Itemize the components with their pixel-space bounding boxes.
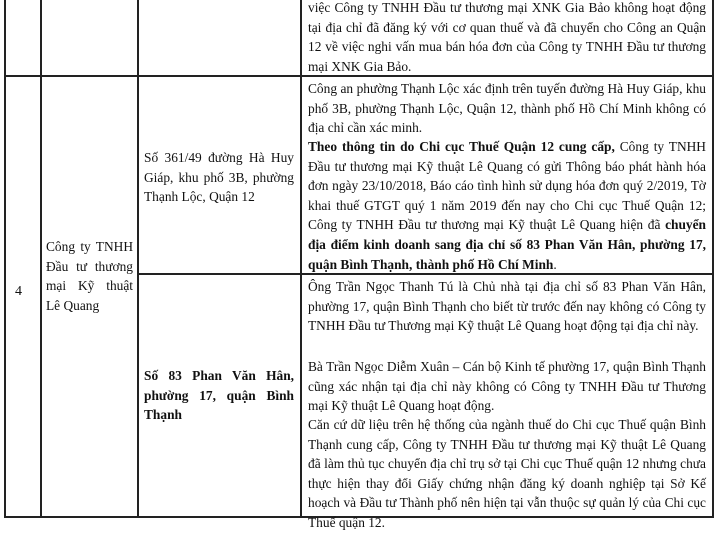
address-2: Số 83 Phan Văn Hân, phường 17, quận Bình Thạnh <box>144 368 294 423</box>
company-name: Công ty TNHH Đầu tư thương mại Kỹ thuật Lê Quang <box>46 239 133 313</box>
result-1-bold-lead: Theo thông tin do Chi cục Thuế Quận 12 cung cấp, <box>308 139 615 154</box>
result-1-paragraph-1: Công an phường Thạnh Lộc xác định trên tuyến đường Hà Huy Giáp, khu phố 3B, phường Thạnh Lộc, Quận 12, thành phố Hồ Chí Minh không có địa chỉ cần xác minh. <box>308 81 706 136</box>
table-border-right <box>712 0 714 518</box>
table-border-col2 <box>137 0 139 518</box>
result-2-paragraph-2: Bà Trần Ngọc Diễm Xuân – Cán bộ Kinh tế phường 17, quận Bình Thạnh cũng xác nhận tại địa chỉ này không có Công ty TNHH Đầu tư Thương mại Kỹ thuật Lê Quang hoạt động. <box>308 359 706 414</box>
address-1: Số 361/49 đường Hà Huy Giáp, khu phố 3B, phường Thạnh Lộc, Quận 12 <box>144 150 294 205</box>
result-1-paragraph-2 <box>308 137 706 274</box>
result-1-body: Công ty TNHH Đầu tư thương mại Kỹ thuật Lê Quang có gửi Thông báo phát hành hóa đơn ngày 23/10/2018, Báo cáo tình hình sử dụng hóa đơn quý 2/2019, Tờ khai thuế GTGT quý 1 năm 2019 đến nay cho Chi cục Thuế Quận 12; Công ty TNHH Đầu tư thương mại Kỹ thuật Lê Quang hiện đã <box>308 139 706 233</box>
table-border-col3 <box>300 0 302 518</box>
result-1-end: . <box>553 256 557 272</box>
table-border-col1 <box>40 0 42 518</box>
table-border-left <box>4 0 6 518</box>
result-2-paragraph-1: Ông Trần Ngọc Thanh Tú là Chủ nhà tại địa chỉ số 83 Phan Văn Hân, phường 17, quận Bình Thạnh cho biết từ trước đến nay không có Công ty TNHH Đầu tư Thương mại Kỹ thuật Lê Quang hoạt động tại địa chỉ này. <box>308 279 706 334</box>
row-number: 4 <box>15 284 22 299</box>
result-2-paragraph-3: Căn cứ dữ liệu trên hệ thống của ngành thuế do Chi cục Thuế quận Bình Thạnh cung cấp, Công ty TNHH Đầu tư thương mại Kỹ thuật Lê Quang đã làm thủ tục chuyển địa chỉ trụ sở tại Chi cục Thuế quận 12 nhưng chưa thực hiện thay đổi Giấy chứng nhận đăng ký doanh nghiệp tại Sở Kế hoạch và Đầu tư Thành phố nên hiện tại vẫn thuộc sự quản lý của Chi cục Thuế quận 12. <box>308 417 706 530</box>
top-continuation-text: việc Công ty TNHH Đầu tư thương mại XNK Gia Bảo không hoạt động tại địa chỉ đã đăng ký với cơ quan thuế và đã chuyển cho Công an Quận 12 về việc nghi vấn mua bán hóa đơn của Công ty TNHH Đầu tư thương mại XNK Gia Bảo. <box>308 0 706 74</box>
result-1-bold-tail: chuyển địa điểm kinh doanh sang địa chỉ số 83 Phan Văn Hân, phường 17, quận Bình Thạnh, thành phố Hồ Chí Minh <box>308 217 706 272</box>
